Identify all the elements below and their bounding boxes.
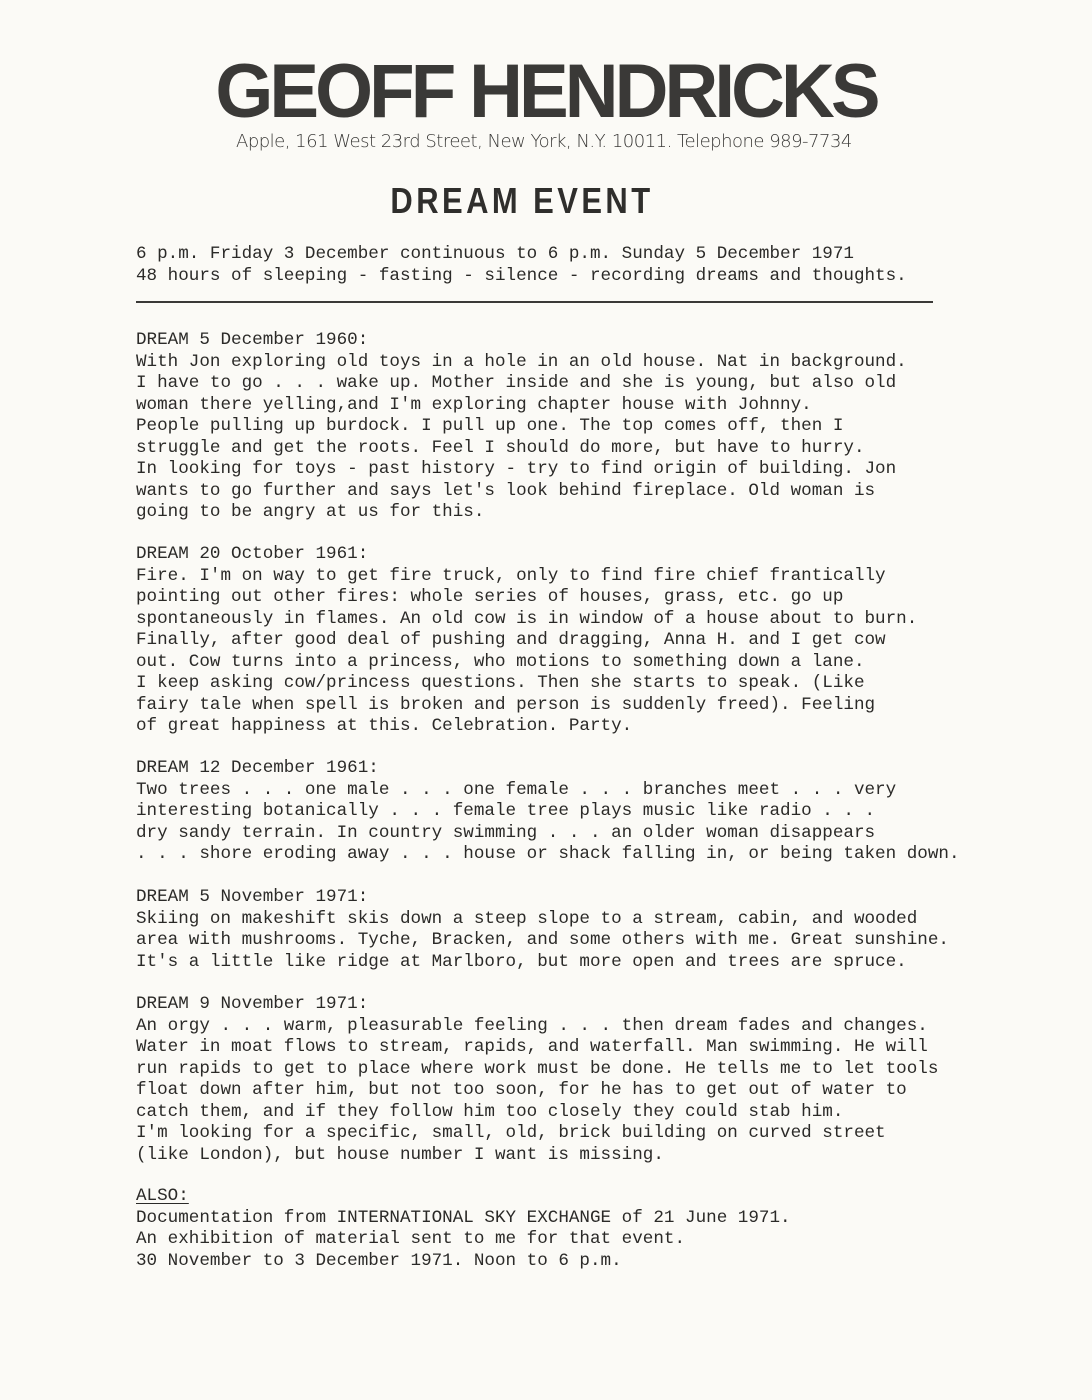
dream-line: I'm looking for a specific, small, old, brick building on curved street xyxy=(136,1123,886,1143)
dream-line: woman there yelling,and I'm exploring chapter house with Johnny. xyxy=(136,394,812,415)
divider-rule xyxy=(136,301,933,303)
dream-line: run rapids to get to place where work must be done. He tells me to let tools xyxy=(136,1058,939,1079)
also-heading: ALSO: xyxy=(136,1186,189,1206)
event-schedule-line: 6 p.m. Friday 3 December continuous to 6 p.m. Sunday 5 December 1971 xyxy=(136,244,854,264)
also-line: An exhibition of material sent to me for that event. xyxy=(136,1229,686,1249)
event-description-line: 48 hours of sleeping - fasting - silence - recording dreams and thoughts. xyxy=(136,265,907,286)
dream-entry xyxy=(136,330,907,524)
dream-line: wants to go further and says let's look behind fireplace. Old woman is xyxy=(136,480,876,501)
dream-line: An orgy . . . warm, pleasurable feeling . . . then dream fades and changes. xyxy=(136,1015,928,1036)
dream-line: of great happiness at this. Celebration. Party. xyxy=(136,716,633,736)
dream-line: . . . shore eroding away . . . house or shack falling in, or being taken down. xyxy=(136,844,960,864)
letterhead-name: GEOFF HENDRICKS xyxy=(215,49,877,134)
dream-line: Water in moat flows to stream, rapids, and waterfall. Man swimming. He will xyxy=(136,1037,928,1057)
also-line: Documentation from INTERNATIONAL SKY EXCHANGE of 21 June 1971. xyxy=(136,1207,791,1228)
dream-entry xyxy=(136,887,949,973)
also-line: 30 November to 3 December 1971. Noon to 6 p.m. xyxy=(136,1250,622,1271)
dream-heading: DREAM 5 November 1971: xyxy=(136,887,369,907)
dream-line: Skiing on makeshift skis down a steep slope to a stream, cabin, and wooded xyxy=(136,908,918,929)
dream-line: Two trees . . . one male . . . one female . . . branches meet . . . very xyxy=(136,779,897,800)
dream-line: Fire. I'm on way to get fire truck, only to find fire chief frantically xyxy=(136,565,886,586)
dream-line: I have to go . . . wake up. Mother inside and she is young, but also old xyxy=(136,373,897,393)
dream-line: It's a little like ridge at Marlboro, but more open and trees are spruce. xyxy=(136,951,907,972)
dream-line: With Jon exploring old toys in a hole in an old house. Nat in background. xyxy=(136,351,907,372)
dream-line: Finally, after good deal of pushing and dragging, Anna H. and I get cow xyxy=(136,630,886,650)
dream-entry xyxy=(136,994,938,1166)
dream-line: spontaneously in flames. An old cow is in window of a house about to burn. xyxy=(136,608,918,629)
dream-line: area with mushrooms. Tyche, Bracken, and some others with me. Great sunshine. xyxy=(136,930,949,950)
dream-heading: DREAM 12 December 1961: xyxy=(136,758,379,778)
dream-line: (like London), but house number I want is missing. xyxy=(136,1144,664,1165)
dream-entry xyxy=(136,544,917,738)
letterhead-address: Apple, 161 West 23rd Street, New York, N.Y. 10011. Telephone 989-7734 xyxy=(236,131,852,152)
dream-line: dry sandy terrain. In country swimming . . . an older woman disappears xyxy=(136,822,876,843)
dream-heading: DREAM 5 December 1960: xyxy=(136,330,369,350)
dream-heading: DREAM 20 October 1961: xyxy=(136,544,369,564)
dream-heading: DREAM 9 November 1971: xyxy=(136,994,369,1014)
dream-line: going to be angry at us for this. xyxy=(136,502,485,522)
dream-line: interesting botanically . . . female tree plays music like radio . . . xyxy=(136,801,876,821)
letterhead xyxy=(0,49,1092,152)
dream-line: out. Cow turns into a princess, who motions to something down a lane. xyxy=(136,651,865,672)
dream-line: People pulling up burdock. I pull up one. The top comes off, then I xyxy=(136,416,844,436)
also-section xyxy=(136,1186,791,1272)
dream-line: struggle and get the roots. Feel I should do more, but have to hurry. xyxy=(136,437,865,458)
document-title: DREAM EVENT xyxy=(390,180,654,221)
dream-line: catch them, and if they follow him too closely they could stab him. xyxy=(136,1101,844,1122)
dream-line: fairy tale when spell is broken and person is suddenly freed). Feeling xyxy=(136,694,876,715)
dream-line: float down after him, but not too soon, for he has to get out of water to xyxy=(136,1080,907,1100)
dream-line: I keep asking cow/princess questions. Then she starts to speak. (Like xyxy=(136,673,865,693)
dream-entry xyxy=(136,758,960,866)
dream-line: pointing out other fires: whole series of houses, grass, etc. go up xyxy=(136,587,844,607)
dream-line: In looking for toys - past history - try to find origin of building. Jon xyxy=(136,459,897,479)
event-intro xyxy=(136,244,907,287)
